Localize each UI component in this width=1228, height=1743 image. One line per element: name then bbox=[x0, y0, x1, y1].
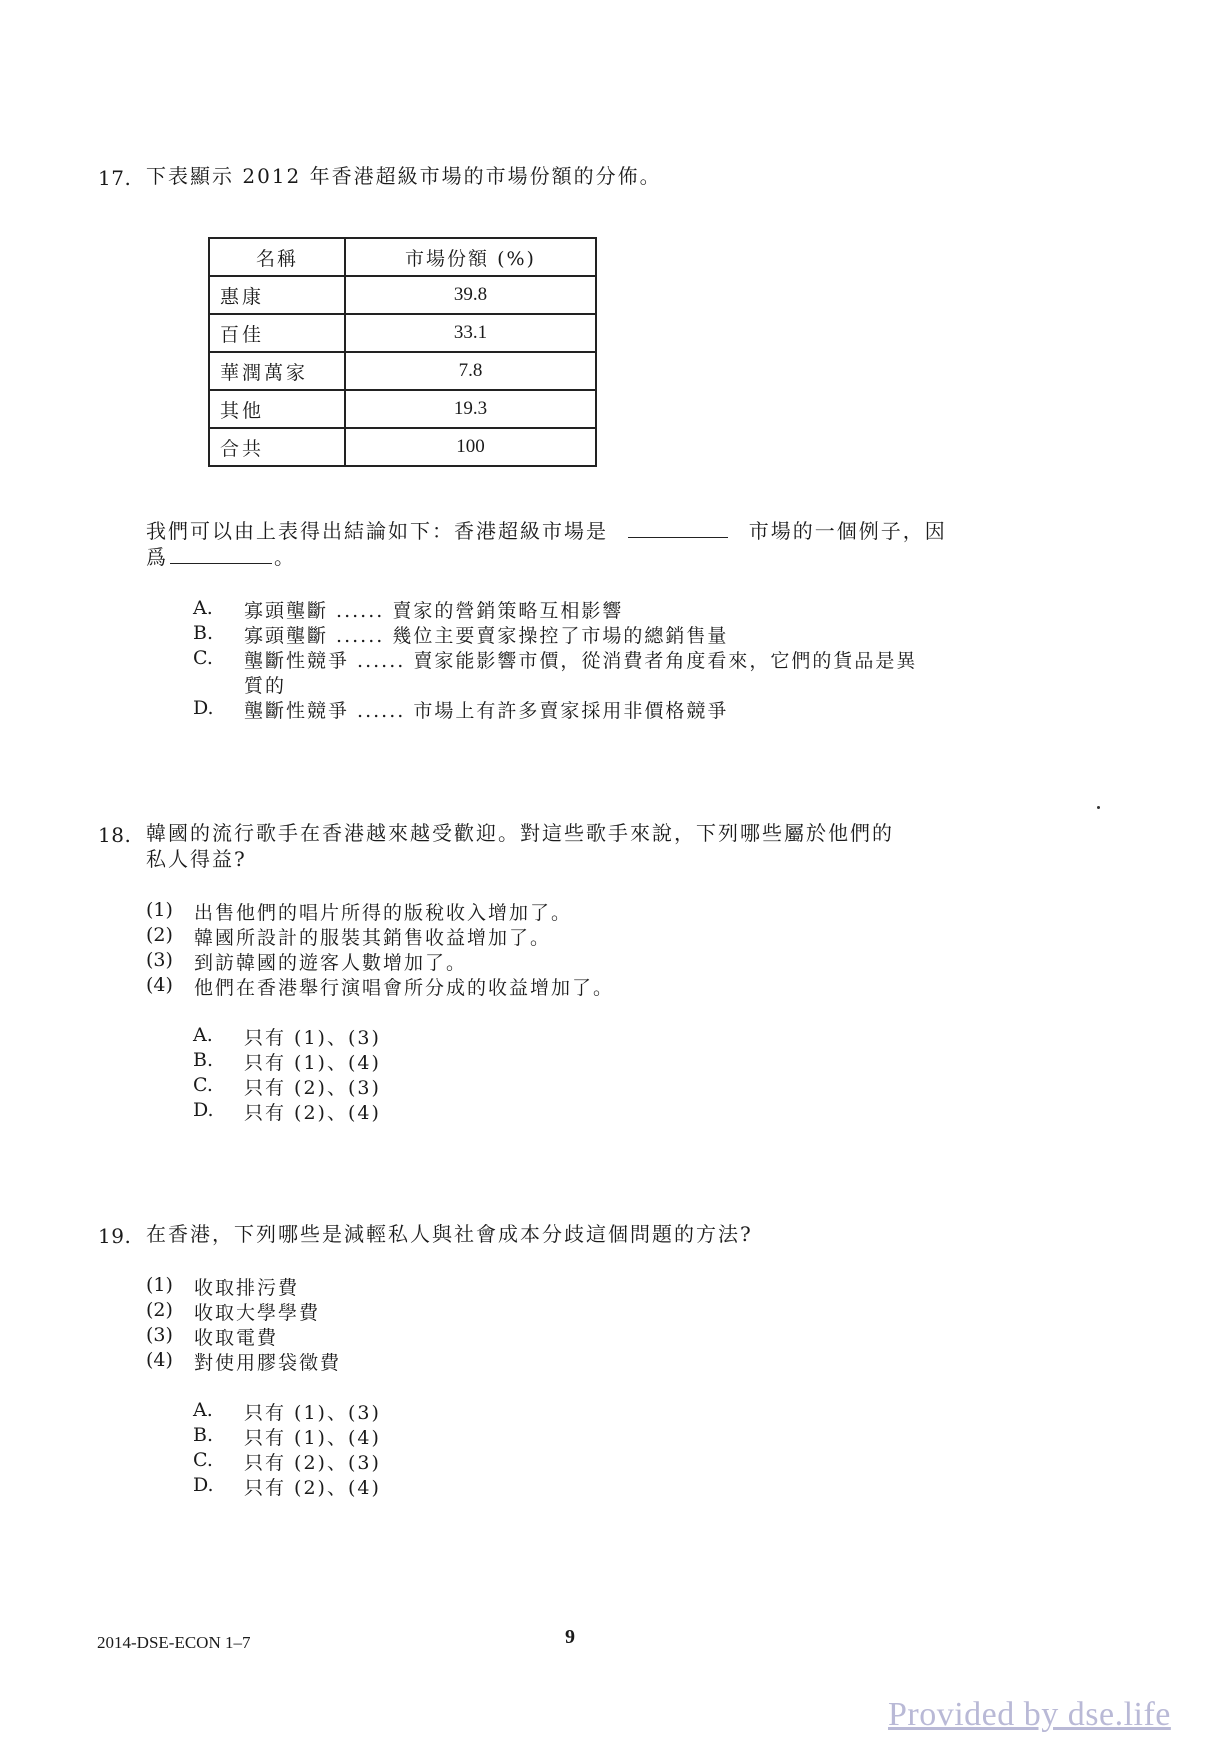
q19-option-c-text: 只有 (2)、(3) bbox=[244, 1452, 381, 1474]
table-row bbox=[209, 390, 596, 428]
conclusion-text-part3: 爲 bbox=[146, 545, 168, 569]
scan-speck bbox=[1097, 806, 1100, 809]
q18-item-2-text: 韓國所設計的服裝其銷售收益增加了。 bbox=[194, 927, 552, 949]
q18-item-1-number: (1) bbox=[146, 899, 173, 921]
q19-item-2-text: 收取大學學費 bbox=[194, 1302, 321, 1324]
table-cell-name: 其他 bbox=[209, 390, 345, 428]
watermark-link[interactable]: Provided by dse.life bbox=[888, 1696, 1171, 1733]
q18-item-3-text: 到訪韓國的遊客人數增加了。 bbox=[194, 952, 468, 974]
table-header-row bbox=[209, 238, 596, 276]
q17-option-c-text: 壟斷性競爭 ...... 賣家能影響市價，從消費者角度看來，它們的貨品是異 bbox=[244, 650, 918, 672]
table-header-name: 名稱 bbox=[209, 238, 345, 276]
q18-option-d-letter: D. bbox=[193, 1099, 214, 1121]
q19-option-a-text: 只有 (1)、(3) bbox=[244, 1402, 381, 1424]
q17-option-d-letter: D. bbox=[193, 697, 214, 719]
q19-item-2-number: (2) bbox=[146, 1299, 173, 1321]
q18-option-d-text: 只有 (2)、(4) bbox=[244, 1102, 381, 1124]
table-cell-value: 19.3 bbox=[345, 390, 596, 428]
question-18-number: 18. bbox=[98, 823, 132, 847]
q17-option-b-text: 寡頭壟斷 ...... 幾位主要賣家操控了市場的總銷售量 bbox=[244, 625, 729, 647]
table-cell-value: 7.8 bbox=[345, 352, 596, 390]
q18-option-b-letter: B. bbox=[193, 1049, 214, 1071]
q17-option-a-letter: A. bbox=[193, 597, 213, 619]
q19-option-b-text: 只有 (1)、(4) bbox=[244, 1427, 381, 1449]
table-cell-name: 百佳 bbox=[209, 314, 345, 352]
question-17-conclusion-line2 bbox=[146, 544, 296, 570]
table-cell-value: 33.1 bbox=[345, 314, 596, 352]
q18-option-a-text: 只有 (1)、(3) bbox=[244, 1027, 381, 1049]
q19-item-3-text: 收取電費 bbox=[194, 1327, 279, 1349]
q17-option-b-letter: B. bbox=[193, 622, 214, 644]
q19-item-4-text: 對使用膠袋徵費 bbox=[194, 1352, 342, 1374]
q18-item-2-number: (2) bbox=[146, 924, 173, 946]
table-cell-name: 惠康 bbox=[209, 276, 345, 314]
exam-paper-code: 2014-DSE-ECON 1–7 bbox=[97, 1633, 251, 1652]
table-row bbox=[209, 314, 596, 352]
q18-item-4-number: (4) bbox=[146, 974, 173, 996]
q17-option-c-text-continued: 質的 bbox=[244, 675, 287, 697]
table-row bbox=[209, 276, 596, 314]
question-17-number: 17. bbox=[98, 166, 132, 190]
conclusion-text-part1: 我們可以由上表得出結論如下：香港超級市場是 bbox=[146, 519, 608, 543]
question-19-text: 在香港，下列哪些是減輕私人與社會成本分歧這個問題的方法? bbox=[146, 1222, 753, 1246]
q19-item-1-number: (1) bbox=[146, 1274, 173, 1296]
q18-option-c-letter: C. bbox=[193, 1074, 213, 1096]
q19-option-b-letter: B. bbox=[193, 1424, 214, 1446]
question-17-text: 下表顯示 2012 年香港超級市場的市場份額的分佈。 bbox=[146, 164, 662, 188]
table-cell-name: 華潤萬家 bbox=[209, 352, 345, 390]
question-17-conclusion-line1 bbox=[146, 518, 947, 544]
question-19-number: 19. bbox=[98, 1224, 132, 1248]
q18-item-4-text: 他們在香港舉行演唱會所分成的收益增加了。 bbox=[194, 977, 615, 999]
q19-option-a-letter: A. bbox=[193, 1399, 213, 1421]
conclusion-text-end: 。 bbox=[274, 545, 296, 569]
question-18-text-line1: 韓國的流行歌手在香港越來越受歡迎。對這些歌手來說，下列哪些屬於他們的 bbox=[146, 821, 894, 845]
page-number: 9 bbox=[565, 1626, 575, 1648]
q19-option-d-letter: D. bbox=[193, 1474, 214, 1496]
answer-blank-2 bbox=[170, 563, 272, 564]
q18-item-3-number: (3) bbox=[146, 949, 173, 971]
table-row bbox=[209, 428, 596, 466]
q19-item-3-number: (3) bbox=[146, 1324, 173, 1346]
q17-option-a-text: 寡頭壟斷 ...... 賣家的營銷策略互相影響 bbox=[244, 600, 624, 622]
q17-option-d-text: 壟斷性競爭 ...... 市場上有許多賣家採用非價格競爭 bbox=[244, 700, 729, 722]
table-row bbox=[209, 352, 596, 390]
table-header-share: 市場份額 (%) bbox=[345, 238, 596, 276]
q19-option-d-text: 只有 (2)、(4) bbox=[244, 1477, 381, 1499]
table-cell-name: 合共 bbox=[209, 428, 345, 466]
q18-option-a-letter: A. bbox=[193, 1024, 213, 1046]
conclusion-text-part2: 市場的一個例子，因 bbox=[748, 519, 947, 543]
q18-item-1-text: 出售他們的唱片所得的版稅收入增加了。 bbox=[194, 902, 573, 924]
q18-option-c-text: 只有 (2)、(3) bbox=[244, 1077, 381, 1099]
q18-option-b-text: 只有 (1)、(4) bbox=[244, 1052, 381, 1074]
table-cell-value: 39.8 bbox=[345, 276, 596, 314]
q17-option-c-letter: C. bbox=[193, 647, 213, 669]
q19-item-4-number: (4) bbox=[146, 1349, 173, 1371]
question-18-text-line2: 私人得益? bbox=[146, 847, 247, 871]
table-cell-value: 100 bbox=[345, 428, 596, 466]
market-share-table bbox=[208, 237, 597, 467]
q19-option-c-letter: C. bbox=[193, 1449, 213, 1471]
q19-item-1-text: 收取排污費 bbox=[194, 1277, 300, 1299]
answer-blank-1 bbox=[628, 537, 728, 538]
